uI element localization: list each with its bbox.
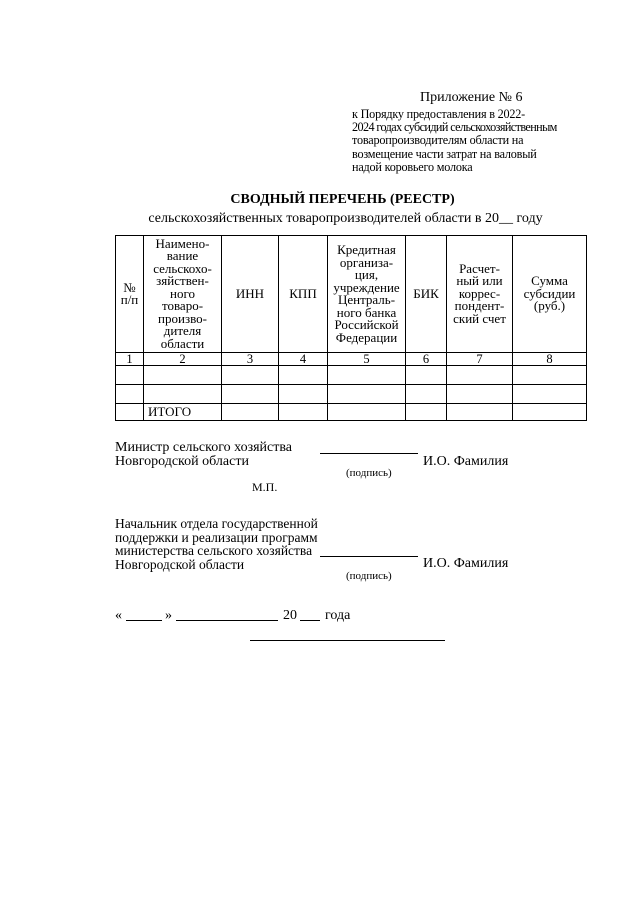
header-number: № п/п	[116, 236, 144, 353]
table-cell	[406, 366, 447, 385]
header-credit-organization: Кредитная организа- ция, учреждение Централь- ного банка Российской Федерации	[328, 236, 406, 353]
date-year-suffix: года	[325, 608, 351, 623]
table-cell	[406, 404, 447, 421]
appendix-line: надой коровьего молока	[352, 159, 473, 174]
date-year-line	[300, 620, 320, 621]
column-number: 5	[328, 353, 406, 366]
total-label: ИТОГО	[144, 404, 222, 421]
minister-name: И.О. Фамилия	[423, 454, 509, 469]
column-number: 1	[116, 353, 144, 366]
column-number: 3	[222, 353, 279, 366]
header-producer-name: Наимено- вание сельскохо- зяйствен- ного товаро- произво- дителя области	[144, 236, 222, 353]
column-number: 2	[144, 353, 222, 366]
table-cell	[406, 385, 447, 404]
date-open-quote: «	[115, 608, 122, 623]
department-head-position: Начальник отдела государственной поддержки и реализации программ министерства сельского хозяйства Новгородской области	[115, 516, 318, 572]
table-cell	[144, 385, 222, 404]
signature-line	[320, 453, 418, 454]
signature-line	[320, 556, 418, 557]
table-cell	[116, 385, 144, 404]
table-cell	[328, 385, 406, 404]
table-cell	[116, 366, 144, 385]
stamp-place: М.П.	[252, 480, 278, 494]
document-title: СВОДНЫЙ ПЕРЕЧЕНЬ (РЕЕСТР)	[230, 192, 455, 207]
header-bik: БИК	[406, 236, 447, 353]
header-kpp: КПП	[279, 236, 328, 353]
table-cell	[447, 366, 513, 385]
table-cell	[513, 404, 587, 421]
table-cell	[513, 385, 587, 404]
department-head-name: И.О. Фамилия	[423, 556, 509, 571]
table-cell	[279, 385, 328, 404]
table-cell	[328, 366, 406, 385]
table-cell	[116, 404, 144, 421]
signature-caption: (подпись)	[346, 467, 392, 479]
table-header-row	[116, 236, 587, 353]
table-cell	[222, 366, 279, 385]
column-number: 7	[447, 353, 513, 366]
appendix-line: товаропроизводителям области на	[352, 133, 524, 148]
column-number-row	[116, 353, 587, 366]
registry-table	[115, 235, 587, 421]
table-cell	[447, 385, 513, 404]
date-day-line	[126, 620, 162, 621]
table-cell	[222, 385, 279, 404]
appendix-line: возмещение части затрат на валовый	[352, 146, 537, 161]
header-inn: ИНН	[222, 236, 279, 353]
column-number: 6	[406, 353, 447, 366]
total-row	[116, 404, 587, 421]
document-subtitle: сельскохозяйственных товаропроизводителей области в 20__ году	[148, 211, 543, 226]
minister-position: Министр сельского хозяйства Новгородской области	[115, 440, 292, 469]
header-account: Расчет- ный или коррес- пондент- ский счет	[447, 236, 513, 353]
date-close-quote: »	[165, 608, 172, 623]
appendix-title: Приложение № 6	[420, 90, 523, 105]
table-cell	[328, 404, 406, 421]
appendix-reference	[352, 108, 592, 174]
appendix-line: к Порядку предоставления в 2022-	[352, 107, 526, 121]
header-subsidy-amount: Сумма субсидии (руб.)	[513, 236, 587, 353]
table-cell	[513, 366, 587, 385]
table-cell	[279, 404, 328, 421]
table-row	[116, 385, 587, 404]
bottom-rule	[250, 640, 445, 641]
signature-caption: (подпись)	[346, 570, 392, 582]
table-cell	[222, 404, 279, 421]
table-cell	[144, 366, 222, 385]
column-number: 8	[513, 353, 587, 366]
table-row	[116, 366, 587, 385]
column-number: 4	[279, 353, 328, 366]
table-cell	[279, 366, 328, 385]
table-cell	[447, 404, 513, 421]
date-year-prefix: 20	[283, 608, 297, 623]
date-month-line	[176, 620, 278, 621]
appendix-line: 2024 годах субсидий сельскохозяйственным	[352, 120, 557, 135]
